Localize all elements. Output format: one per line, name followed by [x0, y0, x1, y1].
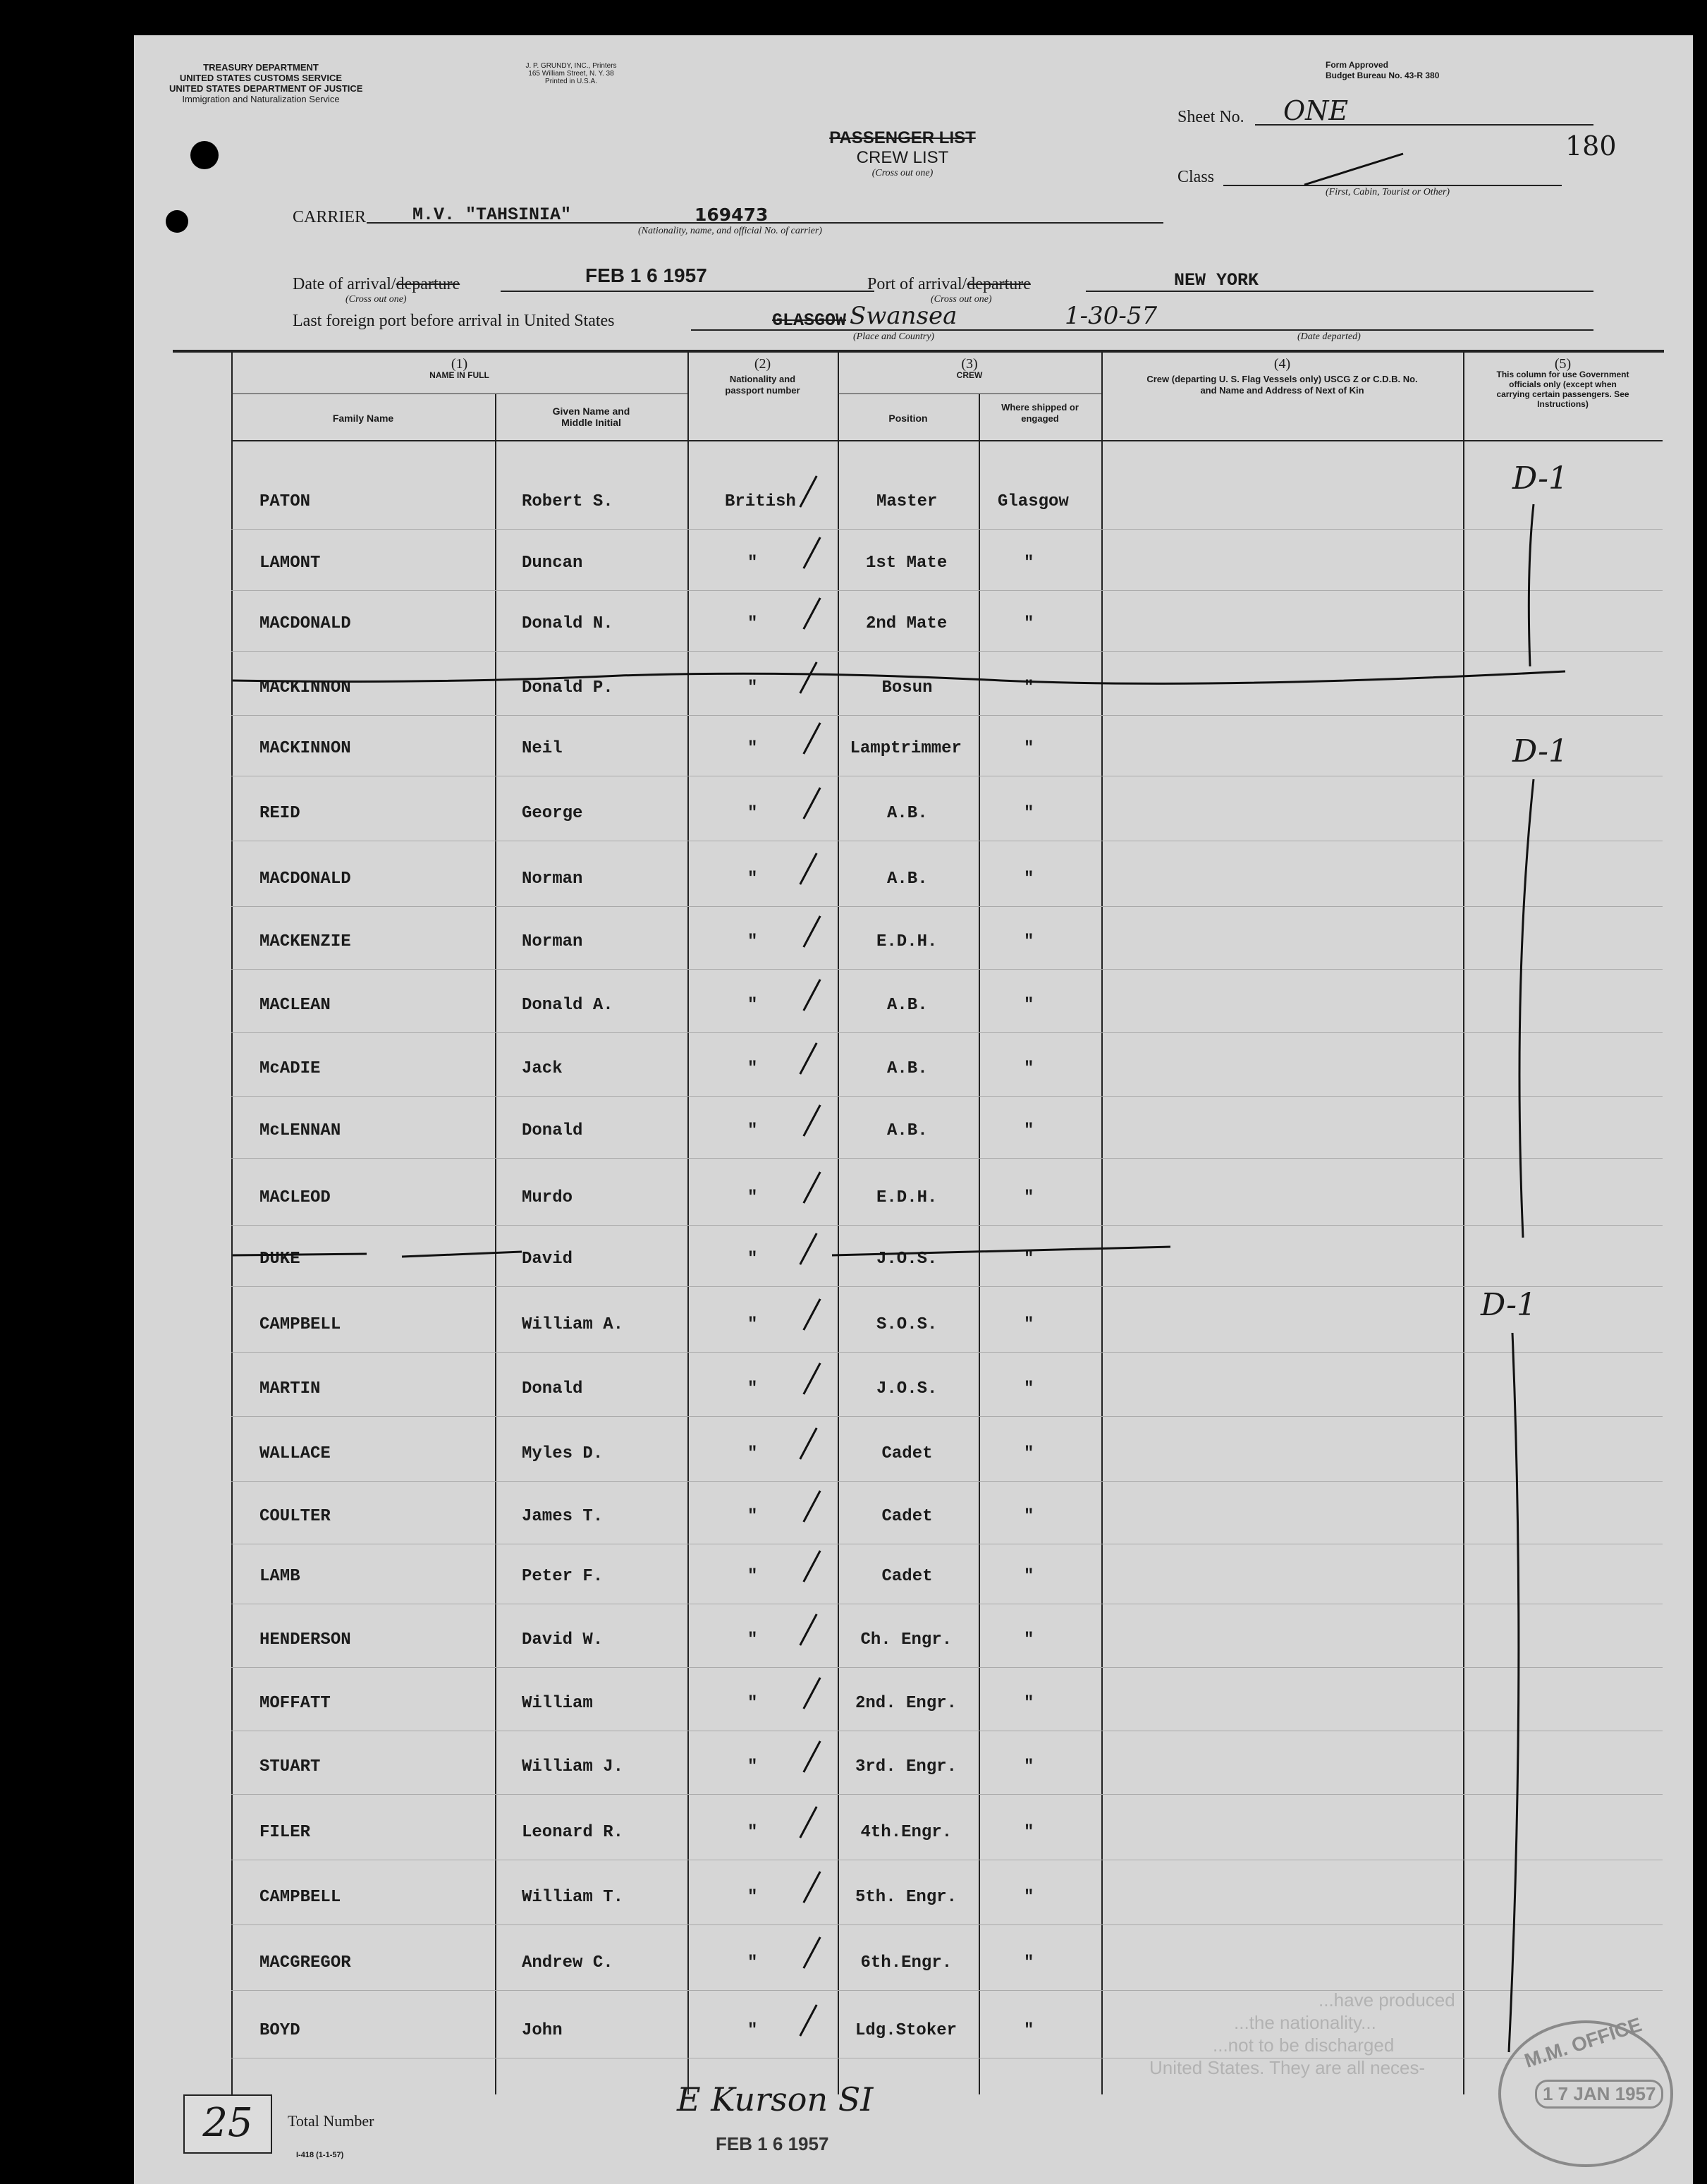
given-name-cell: Robert S.	[522, 492, 613, 511]
nationality-cell: "	[747, 1444, 758, 1463]
carrier-value: M.V. "TAHSINIA"	[412, 205, 572, 225]
nationality-cell: "	[747, 614, 758, 633]
stamp-date: 1 7 JAN 1957	[1535, 2080, 1663, 2109]
position-cell: 6th.Engr.	[860, 1953, 953, 1972]
family-name-cell: STUART	[259, 1757, 321, 1776]
last-port-struck: GLASGOW	[772, 310, 847, 331]
port-arrival-note: (Cross out one)	[931, 294, 992, 305]
annotation-d1-a: D-1	[1512, 460, 1568, 496]
family-name-cell: BOYD	[259, 2021, 300, 2040]
given-name-cell: Neil	[522, 739, 563, 758]
shipped-cell: "	[1024, 804, 1034, 823]
given-name-cell: William	[522, 1694, 593, 1713]
carrier-note: (Nationality, name, and official No. of carrier)	[638, 226, 822, 236]
position-cell: Cadet	[881, 1507, 933, 1526]
position-cell: 4th.Engr.	[860, 1823, 953, 1842]
printer-line-1: J. P. GRUNDY, INC., Printers	[525, 62, 617, 70]
nationality-cell: "	[747, 1567, 758, 1586]
check-mark-icon	[802, 1171, 821, 1204]
row-separator	[231, 1667, 1663, 1668]
row-separator	[231, 1032, 1663, 1033]
given-name-cell: Norman	[522, 870, 583, 889]
check-mark-icon	[802, 722, 821, 755]
row-separator	[231, 969, 1663, 970]
shipped-cell: "	[1024, 1823, 1034, 1842]
nationality-cell: "	[747, 1379, 758, 1398]
office-stamp	[1498, 2013, 1673, 2167]
position-cell: S.O.S.	[876, 1315, 938, 1334]
family-name-cell: MACLEAN	[259, 996, 331, 1015]
check-mark-icon	[799, 2004, 817, 2037]
col-divider-4	[1463, 353, 1464, 2094]
annotation-d1-b: D-1	[1512, 733, 1568, 769]
class-label: Class	[1177, 168, 1215, 186]
given-name-cell: Andrew C.	[522, 1953, 613, 1972]
nationality-cell: "	[747, 2021, 758, 2040]
row-separator	[231, 1158, 1663, 1159]
form-number: I-418 (1-1-57)	[296, 2151, 344, 2159]
given-name-cell: James T.	[522, 1507, 604, 1526]
nationality-cell: "	[747, 1630, 758, 1649]
check-mark-icon	[802, 1550, 821, 1582]
family-name-cell: LAMONT	[259, 554, 321, 573]
family-name-cell: MOFFATT	[259, 1694, 331, 1713]
given-name-cell: Jack	[522, 1059, 563, 1078]
check-mark-icon	[802, 1490, 821, 1523]
date-stamp: FEB 1 6 1957	[716, 2133, 829, 2154]
position-cell: Ldg.Stoker	[855, 2021, 957, 2040]
position-cell: Bosun	[881, 678, 933, 697]
family-name-cell: PATON	[259, 492, 311, 511]
punch-hole-top	[190, 141, 219, 169]
port-arrival-text: Port of arrival/	[867, 275, 967, 293]
col-shipped-header: Where shipped or engaged	[1001, 402, 1079, 424]
col-divider-3	[1101, 353, 1103, 2094]
shipped-cell: "	[1024, 1507, 1034, 1526]
check-mark-icon	[799, 1427, 817, 1460]
nationality-cell: "	[747, 1823, 758, 1842]
col2-header	[687, 358, 838, 396]
last-port-handwritten: Swansea	[850, 302, 957, 330]
position-cell: 2nd. Engr.	[855, 1694, 957, 1713]
shipped-cell: "	[1024, 870, 1034, 889]
agency-line-3: UNITED STATES DEPARTMENT OF JUSTICE	[169, 83, 363, 94]
faint-text-2: ...the nationality...	[1234, 2012, 1376, 2033]
check-mark-icon	[799, 1806, 817, 1838]
class-dash-mark	[1297, 148, 1410, 190]
check-mark-icon	[802, 1936, 821, 1969]
shipped-cell: "	[1024, 1694, 1034, 1713]
position-cell: J.O.S.	[876, 1250, 938, 1269]
col3-header	[838, 358, 1101, 381]
check-mark-icon	[802, 979, 821, 1011]
head-bottom	[231, 440, 1663, 441]
punch-hole-mid	[166, 210, 188, 233]
check-mark-icon	[802, 597, 821, 630]
row-separator	[231, 651, 1663, 652]
agency-line-1: TREASURY DEPARTMENT	[203, 62, 319, 73]
position-cell: Cadet	[881, 1444, 933, 1463]
nationality-cell: "	[747, 1694, 758, 1713]
given-name-cell: William A.	[522, 1315, 624, 1334]
position-cell: 2nd Mate	[866, 614, 948, 633]
faint-text-block	[1149, 1989, 1455, 2079]
sheet-number-handwritten: 180	[1565, 130, 1617, 161]
family-name-cell: McLENNAN	[259, 1121, 341, 1140]
family-name-cell: McADIE	[259, 1059, 321, 1078]
check-mark-icon	[802, 537, 821, 569]
col1-header	[231, 358, 687, 381]
port-departure-struck: departure	[967, 275, 1031, 293]
position-cell: 3rd. Engr.	[855, 1757, 957, 1776]
col5-title: This column for use Government officials only (except when carrying certain passengers. See Instructions)	[1496, 370, 1629, 409]
faint-text-3: ...not to be discharged	[1213, 2034, 1395, 2056]
col-divider-1	[687, 353, 689, 2094]
col-divider-2	[838, 353, 839, 2094]
shipped-cell: "	[1024, 1888, 1034, 1907]
printer-block	[501, 62, 642, 85]
given-name-cell: John	[522, 2021, 563, 2040]
family-name-cell: MACKINNON	[259, 678, 351, 697]
position-cell: Master	[876, 492, 938, 511]
shipped-cell: "	[1024, 1379, 1034, 1398]
shipped-cell: "	[1024, 1250, 1034, 1269]
shipped-cell: "	[1024, 1953, 1034, 1972]
agency-line-2: UNITED STATES CUSTOMS SERVICE	[179, 73, 343, 83]
sheet-value: ONE	[1283, 95, 1349, 126]
given-name-cell: Donald	[522, 1121, 583, 1140]
port-arrival-label	[867, 275, 1031, 294]
check-mark-icon	[799, 853, 817, 885]
nationality-cell: "	[747, 870, 758, 889]
family-name-cell: MACKENZIE	[259, 932, 351, 951]
position-cell: 1st Mate	[866, 554, 948, 573]
table-top-rule	[173, 350, 1664, 353]
strike-line-duke	[226, 1234, 1354, 1276]
family-name-cell: MACDONALD	[259, 614, 351, 633]
last-port-label: Last foreign port before arrival in United States	[293, 312, 615, 330]
nationality-cell: "	[747, 1953, 758, 1972]
family-name-cell: FILER	[259, 1823, 311, 1842]
shipped-cell: "	[1024, 1757, 1034, 1776]
bracket-a	[1516, 501, 1544, 670]
place-note: (Place and Country)	[853, 331, 935, 342]
given-name-cell: Leonard R.	[522, 1823, 624, 1842]
date-underline	[501, 291, 874, 292]
family-name-cell: WALLACE	[259, 1444, 331, 1463]
check-mark-icon	[802, 915, 821, 948]
position-cell: A.B.	[887, 870, 928, 889]
shipped-cell: "	[1024, 554, 1034, 573]
shipped-cell: "	[1024, 1059, 1034, 1078]
title-note: (Cross out one)	[871, 168, 934, 178]
row-separator	[231, 1286, 1663, 1287]
nationality-cell: "	[747, 1507, 758, 1526]
check-mark-icon	[799, 1042, 817, 1075]
nationality-cell: "	[747, 1315, 758, 1334]
position-cell: E.D.H.	[876, 932, 938, 951]
nationality-cell: "	[747, 1757, 758, 1776]
nationality-cell: "	[747, 1188, 758, 1207]
row-separator	[231, 1794, 1663, 1795]
shipped-cell: "	[1024, 932, 1034, 951]
row-separator	[231, 529, 1663, 530]
nationality-cell: "	[747, 554, 758, 573]
given-name-cell: Murdo	[522, 1188, 573, 1207]
given-name-cell: George	[522, 804, 583, 823]
nationality-cell: "	[747, 932, 758, 951]
shipped-cell: "	[1024, 614, 1034, 633]
strike-line-mackinnon	[226, 656, 1636, 698]
family-name-cell: HENDERSON	[259, 1630, 351, 1649]
carrier-label: CARRIER	[293, 208, 367, 226]
check-mark-icon	[802, 1871, 821, 1903]
shipped-cell: "	[1024, 1567, 1034, 1586]
row-separator	[231, 1096, 1663, 1097]
nationality-cell: "	[747, 739, 758, 758]
printer-line-2: 165 William Street, N. Y. 38	[528, 70, 614, 78]
col3-number: (3)	[961, 356, 978, 372]
nationality-cell: "	[747, 804, 758, 823]
position-cell: Ch. Engr.	[860, 1630, 953, 1649]
given-name-cell: William T.	[522, 1888, 624, 1907]
carrier-official-no: 169473	[695, 205, 769, 225]
date-departed-note: (Date departed)	[1297, 331, 1361, 342]
agency-block	[169, 62, 363, 104]
family-name-cell: MACLEOD	[259, 1188, 331, 1207]
shipped-cell: "	[1024, 996, 1034, 1015]
position-cell: Lamptrimmer	[850, 739, 962, 758]
family-name-cell: MARTIN	[259, 1379, 321, 1398]
total-label: Total Number	[288, 2112, 374, 2130]
total-box	[183, 2094, 272, 2154]
check-mark-icon	[802, 1677, 821, 1709]
family-name-cell: COULTER	[259, 1507, 331, 1526]
date-arrival-value: FEB 1 6 1957	[585, 264, 707, 286]
form-approved-label: Form Approved	[1326, 60, 1388, 70]
position-cell: 5th. Engr.	[855, 1888, 957, 1907]
crew-list-document	[134, 35, 1693, 2184]
family-name-cell: REID	[259, 804, 300, 823]
check-mark-icon	[802, 1362, 821, 1395]
faint-text-1: ...have produced	[1319, 1989, 1455, 2011]
col3-title: CREW	[956, 370, 983, 380]
row-separator	[231, 1352, 1663, 1353]
check-mark-icon	[802, 1104, 821, 1137]
port-arrival-value: NEW YORK	[1174, 270, 1259, 291]
nationality-cell: British	[725, 492, 796, 511]
position-cell: J.O.S.	[876, 1379, 938, 1398]
position-cell: Cadet	[881, 1567, 933, 1586]
col4-number: (4)	[1273, 356, 1291, 372]
sheet-label: Sheet No.	[1177, 108, 1244, 126]
given-name-cell: Donald A.	[522, 996, 613, 1015]
bracket-b	[1505, 776, 1541, 1241]
agency-line-4: Immigration and Naturalization Service	[182, 94, 340, 104]
date-arrival-label	[293, 275, 460, 294]
col-given-header: Given Name and Middle Initial	[552, 405, 630, 428]
shipped-cell: "	[1024, 1444, 1034, 1463]
title-block	[818, 128, 987, 179]
check-mark-icon	[802, 1740, 821, 1773]
family-name-cell: MACKINNON	[259, 739, 351, 758]
check-mark-icon	[799, 1613, 817, 1646]
given-name-cell: Norman	[522, 932, 583, 951]
row-separator	[231, 715, 1663, 716]
bracket-c	[1495, 1329, 1530, 2056]
check-mark-icon	[802, 1298, 821, 1331]
shipped-cell: "	[1024, 739, 1034, 758]
given-name-cell: Donald P.	[522, 678, 613, 697]
row-separator	[231, 1225, 1663, 1226]
shipped-cell: "	[1024, 1630, 1034, 1649]
family-name-cell: MACGREGOR	[259, 1953, 351, 1972]
row-separator	[231, 590, 1663, 591]
given-name-cell: Donald	[522, 1379, 583, 1398]
check-mark-icon	[802, 787, 821, 819]
nationality-cell: "	[747, 1250, 758, 1269]
given-name-cell: William J.	[522, 1757, 624, 1776]
position-cell: E.D.H.	[876, 1188, 938, 1207]
shipped-cell: "	[1024, 1188, 1034, 1207]
date-arrival-text: Date of arrival/	[293, 275, 396, 293]
class-note: (First, Cabin, Tourist or Other)	[1326, 187, 1450, 197]
col1-title: NAME IN FULL	[429, 370, 489, 380]
family-name-cell: CAMPBELL	[259, 1888, 341, 1907]
last-port-date: 1-30-57	[1065, 302, 1158, 330]
col-position-header: Position	[888, 413, 928, 424]
given-name-cell: Myles D.	[522, 1444, 604, 1463]
title-crew-list: CREW LIST	[856, 148, 949, 167]
col1-number: (1)	[451, 356, 468, 372]
form-approved	[1326, 60, 1439, 81]
family-name-cell: LAMB	[259, 1567, 300, 1586]
col2-title: Nationality and passport number	[725, 374, 800, 396]
faint-text-4: United States. They are all neces-	[1149, 2057, 1426, 2078]
printer-line-3: Printed in U.S.A.	[545, 78, 597, 85]
total-value: 25	[202, 2100, 253, 2146]
date-departure-struck: departure	[396, 275, 460, 293]
shipped-cell: "	[1024, 678, 1034, 697]
row-separator	[231, 1481, 1663, 1482]
row-separator	[231, 1924, 1663, 1925]
family-name-cell: CAMPBELL	[259, 1315, 341, 1334]
shipped-cell: "	[1024, 2021, 1034, 2040]
col-family-header: Family Name	[332, 413, 394, 424]
given-name-cell: David W.	[522, 1630, 604, 1649]
position-cell: A.B.	[887, 804, 928, 823]
stamp-top: M.M. OFFICE	[1522, 2013, 1645, 2072]
given-name-cell: Duncan	[522, 554, 583, 573]
given-name-cell: David	[522, 1250, 573, 1269]
port-underline	[1086, 291, 1593, 292]
given-name-cell: Donald N.	[522, 614, 613, 633]
col5-header	[1463, 358, 1663, 409]
position-cell: A.B.	[887, 996, 928, 1015]
annotation-d1-c: D-1	[1481, 1287, 1536, 1323]
given-name-cell: Peter F.	[522, 1567, 604, 1586]
shipped-cell: Glasgow	[998, 492, 1069, 511]
check-mark-icon	[799, 475, 817, 508]
col5-number: (5)	[1554, 356, 1572, 372]
nationality-cell: "	[747, 1121, 758, 1140]
row-separator	[231, 906, 1663, 907]
position-cell: A.B.	[887, 1059, 928, 1078]
nationality-cell: "	[747, 1888, 758, 1907]
col4-title: Crew (departing U. S. Flag Vessels only) USCG Z or C.D.B. No. and Name and Address of Next of Kin	[1146, 374, 1418, 396]
row-separator	[231, 1416, 1663, 1417]
nationality-cell: "	[747, 678, 758, 697]
nationality-cell: "	[747, 1059, 758, 1078]
budget-bureau-label: Budget Bureau No. 43-R 380	[1326, 71, 1440, 80]
family-name-cell: MACDONALD	[259, 870, 351, 889]
shipped-cell: "	[1024, 1121, 1034, 1140]
family-name-cell: DUKE	[259, 1250, 300, 1269]
date-arrival-note: (Cross out one)	[345, 294, 407, 305]
col4-header	[1101, 358, 1463, 396]
signature: E Kurson SI	[677, 2080, 874, 2118]
col2-number: (2)	[754, 356, 771, 372]
title-passenger-list: PASSENGER LIST	[829, 128, 976, 147]
table-left-border	[231, 353, 233, 2094]
nationality-cell: "	[747, 996, 758, 1015]
position-cell: A.B.	[887, 1121, 928, 1140]
shipped-cell: "	[1024, 1315, 1034, 1334]
